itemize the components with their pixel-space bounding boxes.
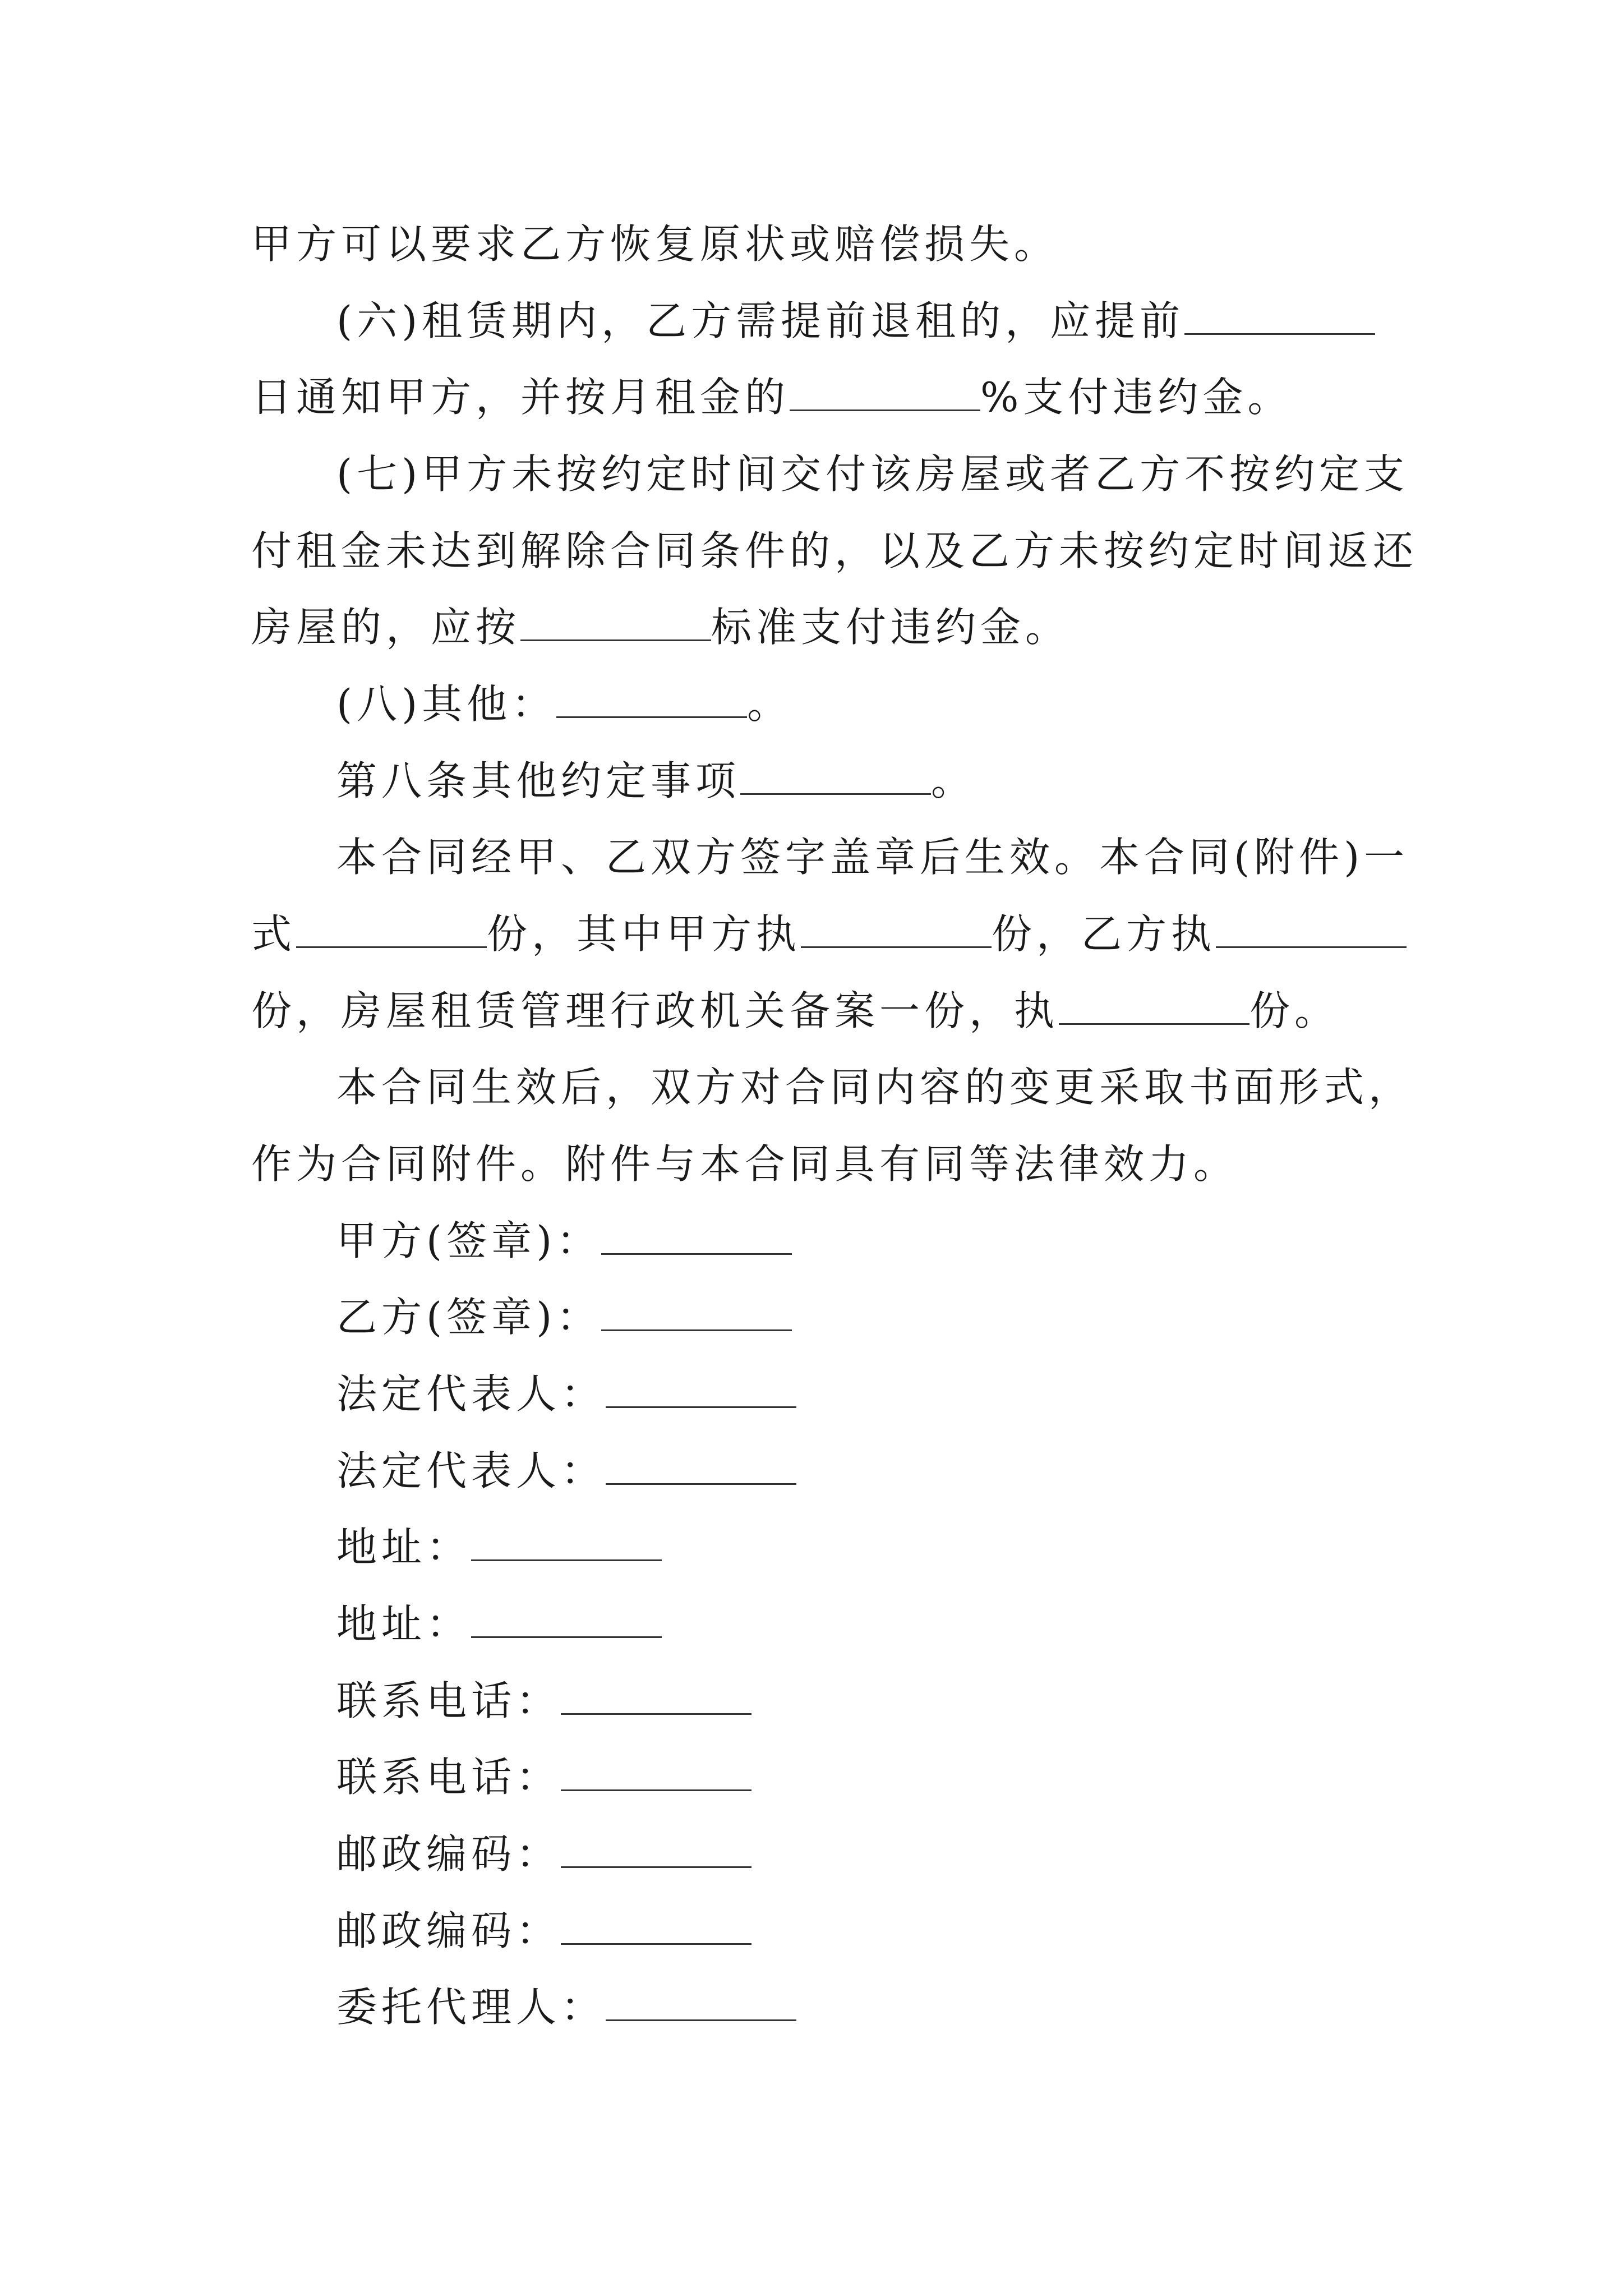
signature-blank[interactable] <box>561 1833 751 1868</box>
text-segment: 作为合同附件。附件与本合同具有同等法律效力。 <box>251 1140 1239 1188</box>
signature-blank[interactable] <box>561 1756 751 1791</box>
text-line-12 <box>336 1059 1413 1115</box>
text-segment: 本合同经甲、乙双方签字盖章后生效。本合同(附件)一 <box>336 834 1409 881</box>
phone-field-a <box>336 1673 751 1729</box>
field-label: 法定代表人： <box>336 1447 606 1494</box>
field-label: 地址： <box>336 1600 472 1648</box>
signature-field-party-a <box>336 1213 792 1269</box>
signature-blank[interactable] <box>601 1220 792 1255</box>
text-segment: 本合同生效后，双方对合同内容的变更采取书面形式， <box>336 1064 1414 1111</box>
legal-rep-field-a <box>336 1366 796 1422</box>
field-label: 联系电话： <box>336 1677 561 1724</box>
fill-in-blank[interactable] <box>296 913 487 948</box>
field-label: 地址： <box>336 1524 472 1571</box>
fill-in-blank[interactable] <box>520 606 711 641</box>
text-line-6 <box>251 599 1070 655</box>
field-label: 联系电话： <box>336 1754 561 1801</box>
text-line-3 <box>251 369 1292 425</box>
text-segment: 标准支付违约金。 <box>711 604 1071 651</box>
signature-blank[interactable] <box>471 1526 662 1561</box>
text-segment: 日通知甲方，并按月租金的 <box>251 374 790 421</box>
text-segment: 式 <box>251 910 297 958</box>
fill-in-blank[interactable] <box>556 683 747 718</box>
text-segment: 甲方可以要求乙方恢复原状或赔偿损失。 <box>251 220 1059 268</box>
text-segment: (七)甲方未按约定时间交付该房屋或者乙方不按约定支 <box>336 450 1409 498</box>
field-label: 甲方(签章)： <box>336 1217 602 1264</box>
text-line-4 <box>336 446 1409 502</box>
field-label: 法定代表人： <box>336 1370 606 1418</box>
phone-field-b <box>336 1749 751 1805</box>
fill-in-blank[interactable] <box>1216 913 1407 948</box>
signature-blank[interactable] <box>601 1296 792 1331</box>
text-segment: 。 <box>931 757 976 804</box>
text-segment: 付租金未达到解除合同条件的，以及乙方未按约定时间返还 <box>251 527 1418 574</box>
signature-blank[interactable] <box>561 1680 751 1715</box>
signature-blank[interactable] <box>606 1986 796 2021</box>
signature-blank[interactable] <box>606 1373 796 1408</box>
text-line-5 <box>251 523 1418 579</box>
text-segment: %支付违约金。 <box>980 374 1293 421</box>
text-line-7 <box>336 676 792 732</box>
text-segment: 第八条其他约定事项 <box>336 757 741 804</box>
text-segment: 份，房屋租赁管理行政机关备案一份，执 <box>251 987 1059 1034</box>
postcode-field-b <box>336 1903 751 1959</box>
text-segment: 份，其中甲方执 <box>487 910 801 958</box>
text-segment: 份。 <box>1249 987 1340 1034</box>
text-line-9 <box>336 829 1409 885</box>
legal-rep-field-b <box>336 1443 796 1499</box>
address-field-b <box>336 1596 662 1652</box>
agent-field <box>336 1979 796 2035</box>
text-line-11 <box>251 983 1339 1039</box>
text-line-8 <box>336 753 976 809</box>
text-segment: (八)其他： <box>336 680 557 728</box>
text-line-1 <box>251 216 1059 272</box>
fill-in-blank[interactable] <box>1059 990 1249 1025</box>
fill-in-blank[interactable] <box>801 913 992 948</box>
fill-in-blank[interactable] <box>790 376 980 411</box>
text-segment: 。 <box>747 680 792 728</box>
field-label: 委托代理人： <box>336 1984 606 2031</box>
text-line-2 <box>336 293 1375 349</box>
address-field-a <box>336 1519 662 1575</box>
signature-field-party-b <box>336 1289 792 1345</box>
text-line-13 <box>251 1136 1238 1192</box>
fill-in-blank[interactable] <box>1184 300 1375 335</box>
signature-blank[interactable] <box>606 1450 796 1485</box>
text-line-10 <box>251 906 1407 962</box>
signature-blank[interactable] <box>471 1603 662 1638</box>
text-segment: 房屋的，应按 <box>251 604 521 651</box>
text-segment: 份，乙方执 <box>992 910 1216 958</box>
field-label: 邮政编码： <box>336 1830 561 1878</box>
postcode-field-a <box>336 1826 751 1882</box>
fill-in-blank[interactable] <box>740 760 931 795</box>
text-segment: (六)租赁期内，乙方需提前退租的，应提前 <box>336 297 1185 344</box>
field-label: 乙方(签章)： <box>336 1294 602 1341</box>
signature-blank[interactable] <box>561 1910 751 1945</box>
field-label: 邮政编码： <box>336 1907 561 1954</box>
